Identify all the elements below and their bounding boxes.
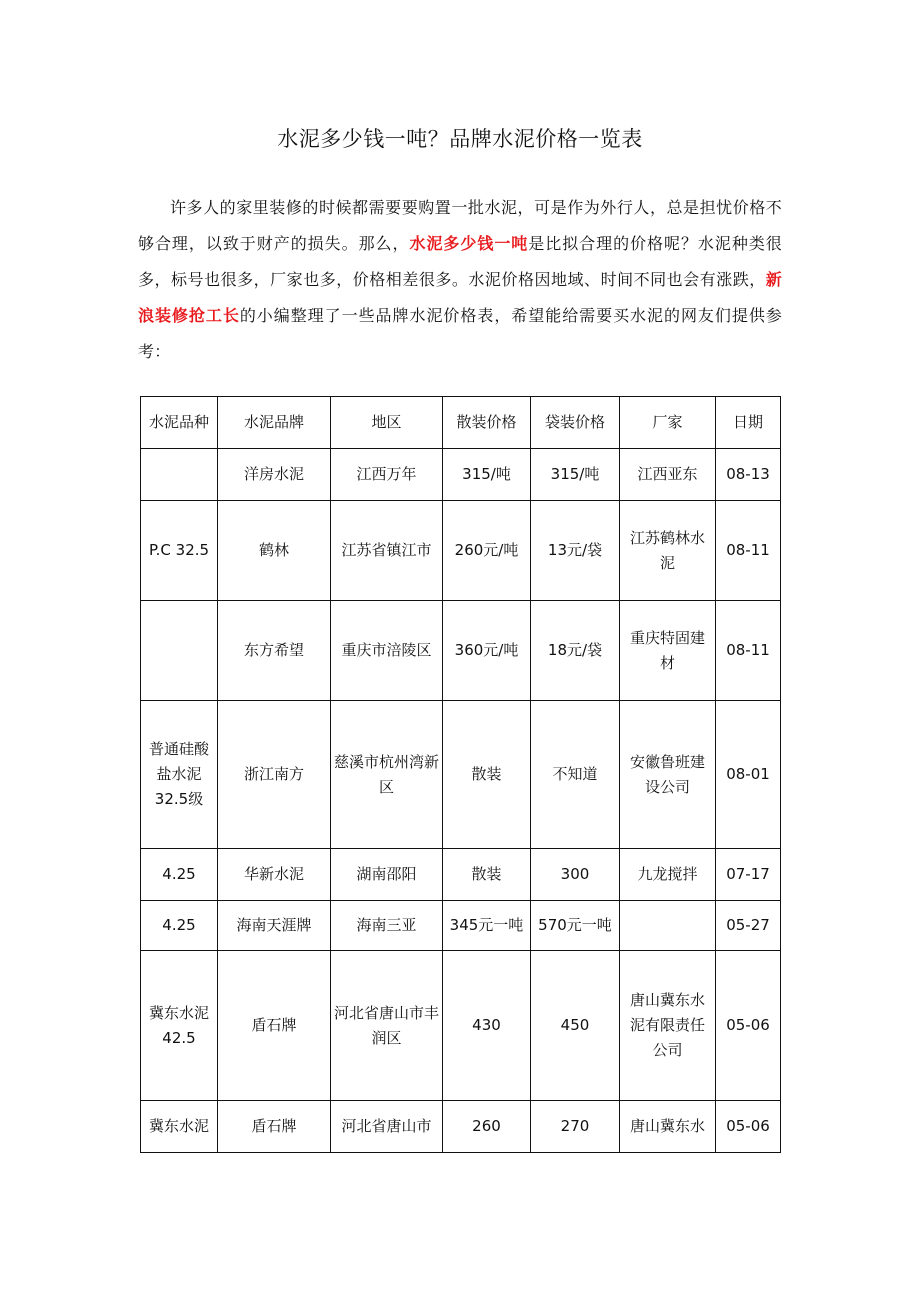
table-cell: 浙江南方 [218, 701, 331, 849]
table-cell: 4.25 [141, 849, 218, 901]
table-cell: 江西万年 [331, 449, 443, 501]
header-cell: 地区 [331, 397, 443, 449]
table-cell: 重庆特固建材 [620, 601, 716, 701]
table-cell: 450 [531, 951, 620, 1101]
table-cell: 570元一吨 [531, 901, 620, 951]
intro-text-2: 是比拟合理的价格呢？水泥种类很多，标号也很多，厂家也多，价格相差很多。水泥价格因地域、时间不同也会有涨跌， [138, 234, 783, 289]
header-cell: 日期 [716, 397, 781, 449]
table-cell: 260元/吨 [443, 501, 531, 601]
table-cell: 江苏省镇江市 [331, 501, 443, 601]
header-cell: 水泥品种 [141, 397, 218, 449]
table-cell: 300 [531, 849, 620, 901]
table-cell: 散装 [443, 701, 531, 849]
table-cell: 鹤林 [218, 501, 331, 601]
table-row [141, 501, 781, 601]
table-cell: 海南天涯牌 [218, 901, 331, 951]
table-header-row [141, 397, 781, 449]
table-row [141, 601, 781, 701]
table-row [141, 901, 781, 951]
table-cell: 盾石牌 [218, 1101, 331, 1153]
table-cell: 冀东水泥 [141, 1101, 218, 1153]
intro-text-1: 许多人的家里装修的时候都需要要购置一批水泥，可是作为外行人，总是担忧价格不够合理，以致于财产的损失。那么， [138, 198, 782, 253]
table-cell: 江西亚东 [620, 449, 716, 501]
table-cell: 普通硅酸盐水泥32.5级 [141, 701, 218, 849]
table-cell: 河北省唐山市 [331, 1101, 443, 1153]
header-cell: 袋装价格 [531, 397, 620, 449]
table-cell: 河北省唐山市丰润区 [331, 951, 443, 1101]
table-cell: 盾石牌 [218, 951, 331, 1101]
table-cell: 18元/袋 [531, 601, 620, 701]
table-cell: 唐山冀东水泥有限责任公司 [620, 951, 716, 1101]
table-cell: 不知道 [531, 701, 620, 849]
intro-text-3: 的小编整理了一些品牌水泥价格表，希望能给需要买水泥的网友们提供参考： [138, 306, 783, 361]
table-cell [141, 601, 218, 701]
table-cell: 江苏鹤林水泥 [620, 501, 716, 601]
table-cell: 慈溪市杭州湾新区 [331, 701, 443, 849]
table-cell [620, 901, 716, 951]
highlight-cement-price: 水泥多少钱一吨 [409, 234, 529, 253]
table-cell: 270 [531, 1101, 620, 1153]
table-cell: 430 [443, 951, 531, 1101]
table-cell: 315/吨 [531, 449, 620, 501]
table-cell: 湖南邵阳 [331, 849, 443, 901]
table-cell: P.C 32.5 [141, 501, 218, 601]
table-cell: 08-11 [716, 501, 781, 601]
table-cell: 05-27 [716, 901, 781, 951]
table-cell: 05-06 [716, 1101, 781, 1153]
header-cell: 水泥品牌 [218, 397, 331, 449]
table-cell: 散装 [443, 849, 531, 901]
table-cell: 08-11 [716, 601, 781, 701]
table-cell: 洋房水泥 [218, 449, 331, 501]
table-cell: 冀东水泥42.5 [141, 951, 218, 1101]
table-cell: 唐山冀东水 [620, 1101, 716, 1153]
table-cell: 08-01 [716, 701, 781, 849]
table-cell: 安徽鲁班建设公司 [620, 701, 716, 849]
header-cell: 散装价格 [443, 397, 531, 449]
table-cell: 08-13 [716, 449, 781, 501]
table-cell: 360元/吨 [443, 601, 531, 701]
header-cell: 厂家 [620, 397, 716, 449]
highlight-sina-decoration: 新浪装修抢工长 [138, 270, 782, 325]
table-cell: 重庆市涪陵区 [331, 601, 443, 701]
table-cell: 海南三亚 [331, 901, 443, 951]
table-cell: 260 [443, 1101, 531, 1153]
table-cell: 05-06 [716, 951, 781, 1101]
table-cell: 华新水泥 [218, 849, 331, 901]
table-row [141, 701, 781, 849]
table-row [141, 951, 781, 1101]
cement-price-table [140, 396, 781, 1153]
table-cell: 九龙搅拌 [620, 849, 716, 901]
page-title: 水泥多少钱一吨？品牌水泥价格一览表 [277, 127, 643, 151]
table-cell: 07-17 [716, 849, 781, 901]
table-cell: 东方希望 [218, 601, 331, 701]
table-cell: 4.25 [141, 901, 218, 951]
table-cell: 13元/袋 [531, 501, 620, 601]
table-row [141, 1101, 781, 1153]
intro-paragraph [138, 190, 782, 370]
table-cell: 345元一吨 [443, 901, 531, 951]
table-row [141, 449, 781, 501]
table-cell: 315/吨 [443, 449, 531, 501]
table-row [141, 849, 781, 901]
table-cell [141, 449, 218, 501]
